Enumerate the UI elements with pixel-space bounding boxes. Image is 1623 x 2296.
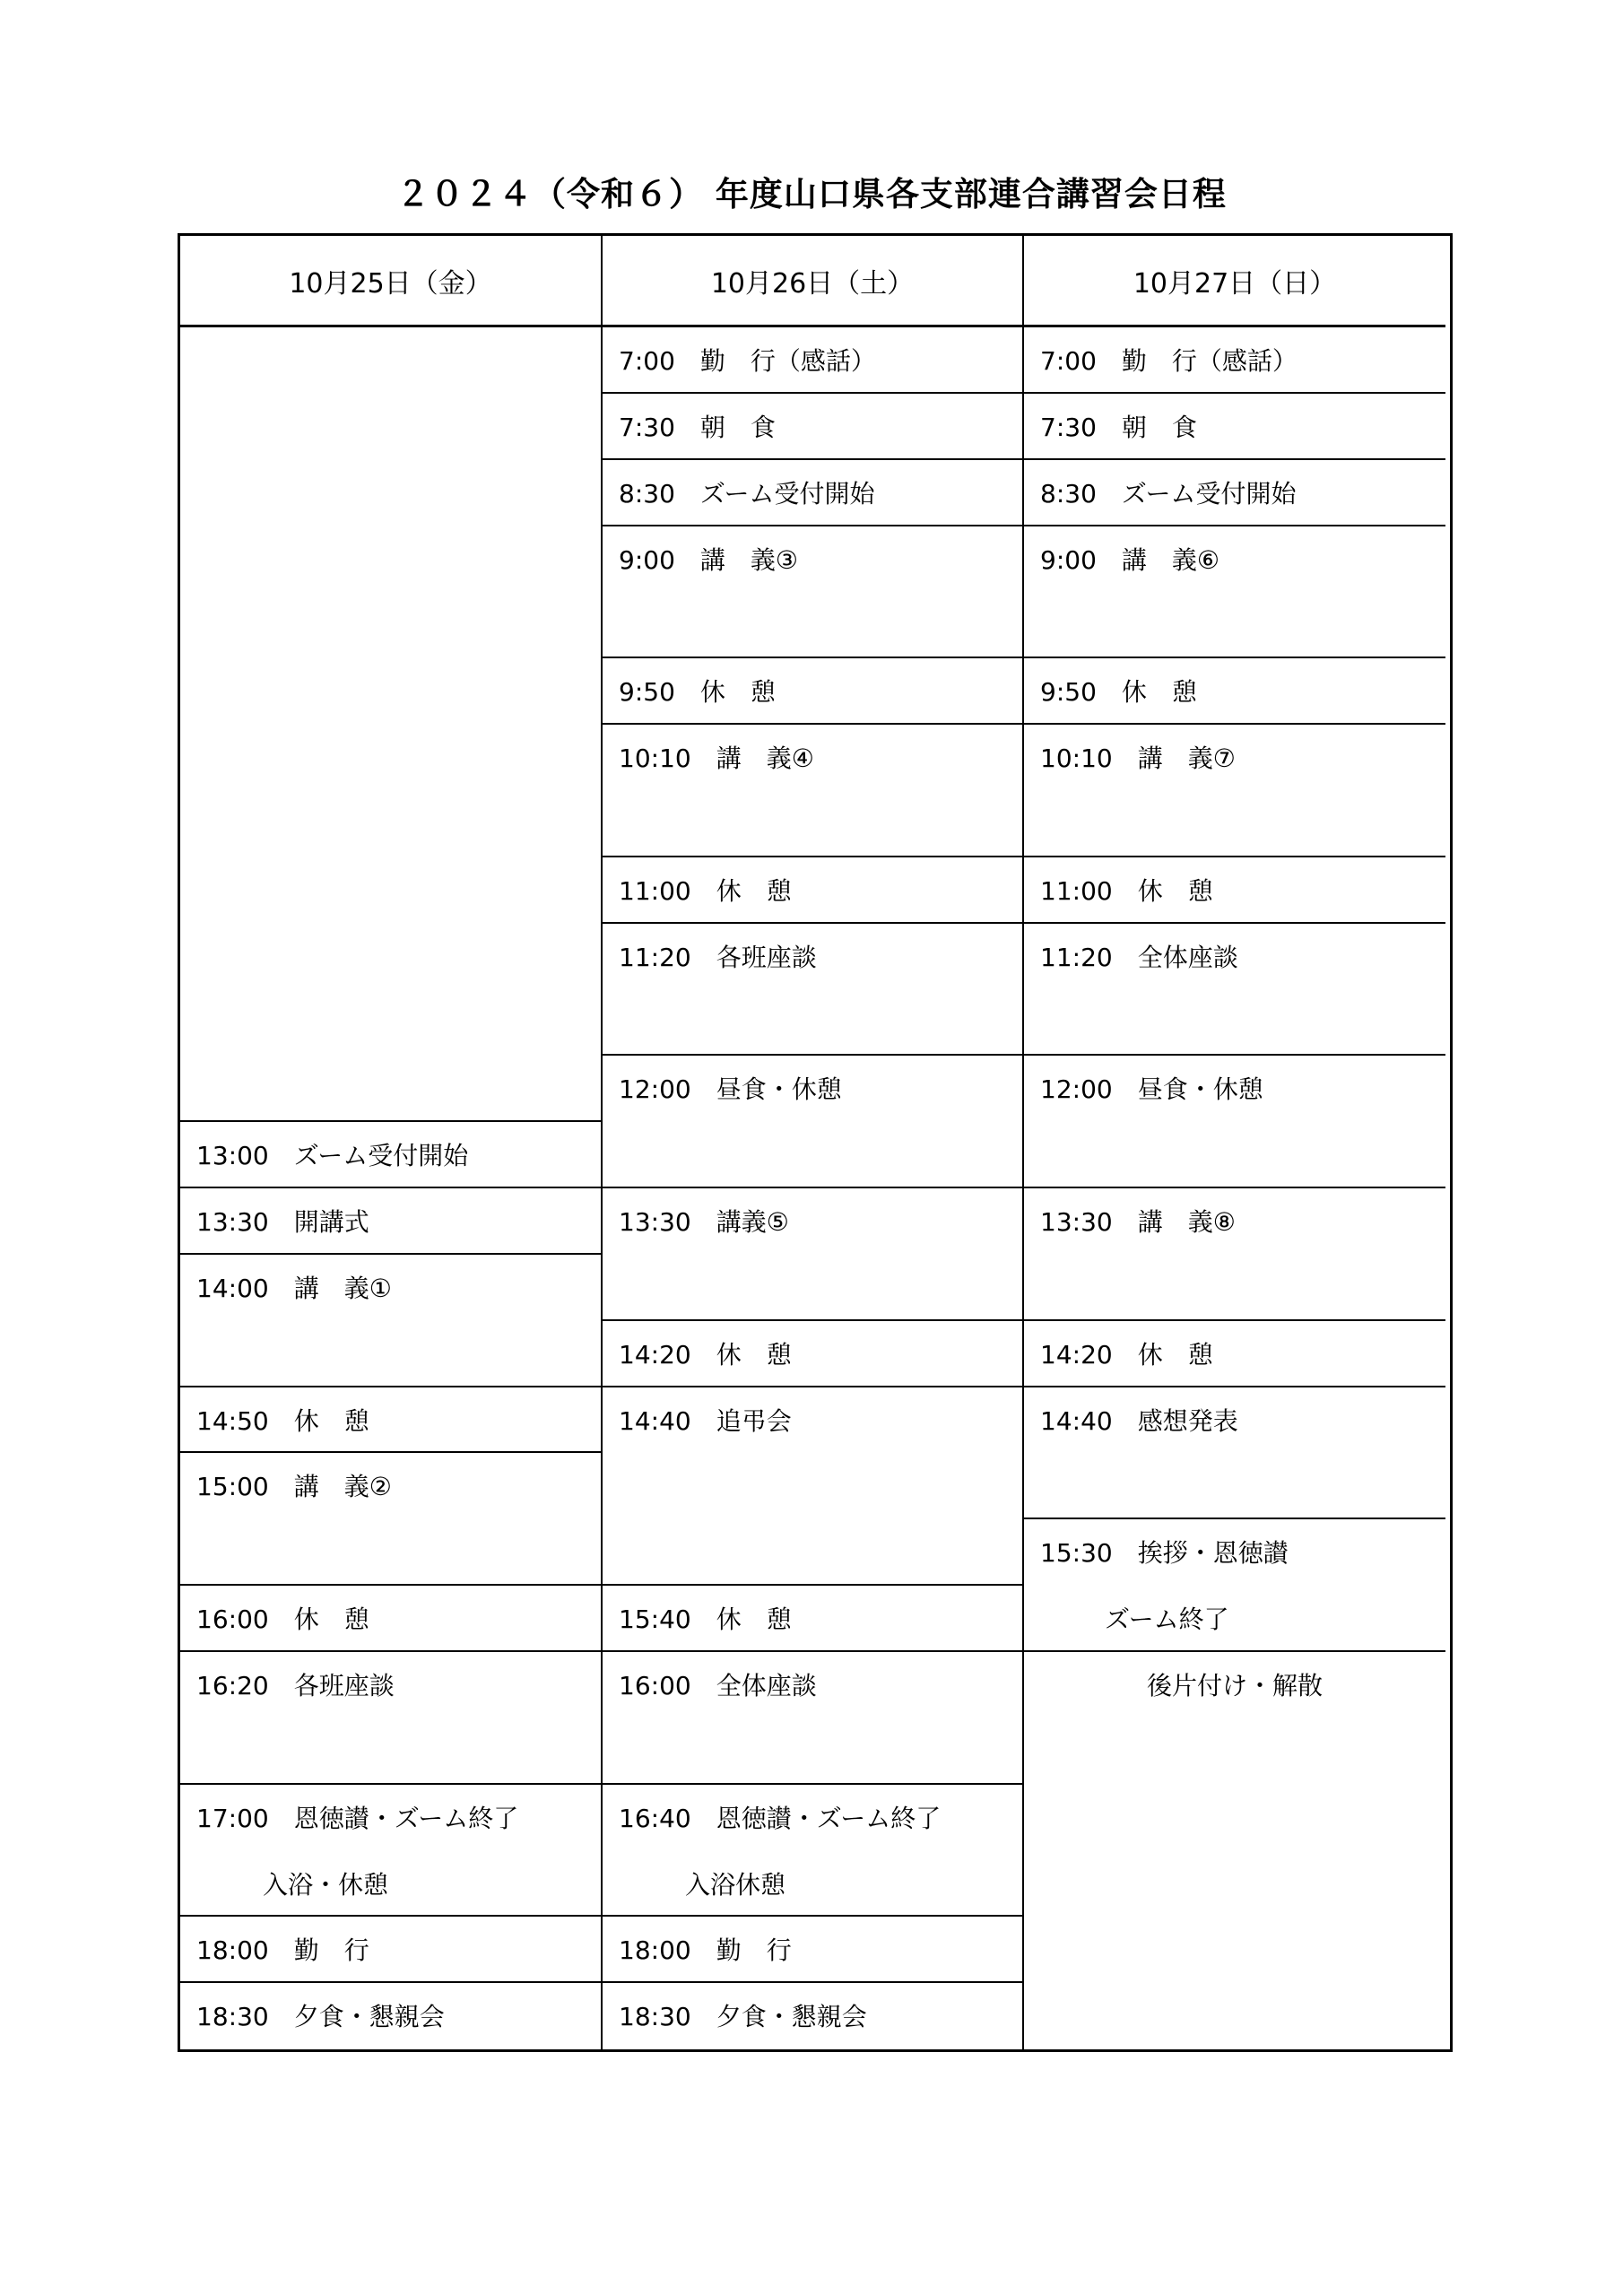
day2-lunch: 12:00 昼食・休憩: [603, 1056, 1024, 1188]
day3-closing-line2: ズーム終了: [1105, 1605, 1229, 1635]
day2-service: 7:00 勤 行（感話）: [603, 327, 1024, 394]
day3-lecture-7: 10:10 講 義⑦: [1024, 725, 1445, 857]
day3-closing: [1024, 1519, 1445, 1652]
day2-lecture-4: 10:10 講 義④: [603, 725, 1024, 857]
day2-thanks-line2: 入浴休憩: [685, 1869, 786, 1900]
day3-all-talk: 11:20 全体座談: [1024, 924, 1445, 1057]
day1-group-talk: 16:20 各班座談: [180, 1652, 603, 1785]
day2-thanks-line1: 16:40 恩徳讃・ズーム終了: [619, 1803, 942, 1833]
day3-closing-line1: 15:30 挨拶・恩徳讃: [1040, 1538, 1289, 1569]
day3-lecture-8: 13:30 講 義⑧: [1024, 1188, 1445, 1321]
day2-lecture-5: 13:30 講義⑤: [603, 1188, 1024, 1321]
day2-break-4: 15:40 休 憩: [603, 1586, 1024, 1652]
day2-break-1: 9:50 休 憩: [603, 658, 1024, 725]
day3-break-3: 14:20 休 憩: [1024, 1321, 1445, 1387]
day3-lecture-6: 9:00 講 義⑥: [1024, 526, 1445, 659]
day3-zoom-start: 8:30 ズーム受付開始: [1024, 460, 1445, 526]
day2-breakfast: 7:30 朝 食: [603, 394, 1024, 460]
day1-opening: 13:30 開講式: [180, 1188, 603, 1255]
day2-all-talk: 16:00 全体座談: [603, 1652, 1024, 1785]
day3-cleanup: 後片付け・解散: [1146, 1670, 1323, 1700]
day2-dinner: 18:30 夕食・懇親会: [603, 1983, 1024, 2049]
header-day2: 10月26日（土）: [603, 236, 1024, 327]
day1-thanks-line2: 入浴・休憩: [263, 1869, 389, 1900]
day2-lecture-3: 9:00 講 義③: [603, 526, 1024, 659]
day2-break-3: 14:20 休 憩: [603, 1321, 1024, 1387]
day2-service-evening: 18:00 勤 行: [603, 1917, 1024, 1983]
day1-break-1: 14:50 休 憩: [180, 1387, 603, 1454]
day1-break-2: 16:00 休 憩: [180, 1586, 603, 1652]
day1-thanks: [180, 1785, 603, 1918]
day1-lecture-1: 14:00 講 義①: [180, 1255, 603, 1387]
day3-break-1: 9:50 休 憩: [1024, 658, 1445, 725]
day2-memorial: 14:40 追弔会: [603, 1387, 1024, 1587]
day2-break-2: 11:00 休 憩: [603, 857, 1024, 924]
day1-thanks-line1: 17:00 恩徳讃・ズーム終了: [196, 1803, 519, 1833]
day3-lunch: 12:00 昼食・休憩: [1024, 1056, 1445, 1188]
day2-group-talk: 11:20 各班座談: [603, 924, 1024, 1057]
day1-empty-cell: [180, 327, 603, 1122]
day1-zoom-start: 13:00 ズーム受付開始: [180, 1122, 603, 1188]
day3-break-2: 11:00 休 憩: [1024, 857, 1445, 924]
day1-service: 18:00 勤 行: [180, 1917, 603, 1983]
schedule-table: [178, 233, 1453, 2052]
header-day1: 10月25日（金）: [180, 236, 603, 327]
day3-service: 7:00 勤 行（感話）: [1024, 327, 1445, 394]
day2-thanks: [603, 1785, 1024, 1918]
day2-zoom-start: 8:30 ズーム受付開始: [603, 460, 1024, 526]
page-title: ２０２４（令和６） 年度山口県各支部連合講習会日程: [396, 175, 1227, 213]
day1-lecture-2: 15:00 講 義②: [180, 1453, 603, 1586]
day3-impressions: 14:40 感想発表: [1024, 1387, 1445, 1520]
day1-dinner: 18:30 夕食・懇親会: [180, 1983, 603, 2049]
day3-breakfast: 7:30 朝 食: [1024, 394, 1445, 460]
header-day3: 10月27日（日）: [1024, 236, 1445, 327]
